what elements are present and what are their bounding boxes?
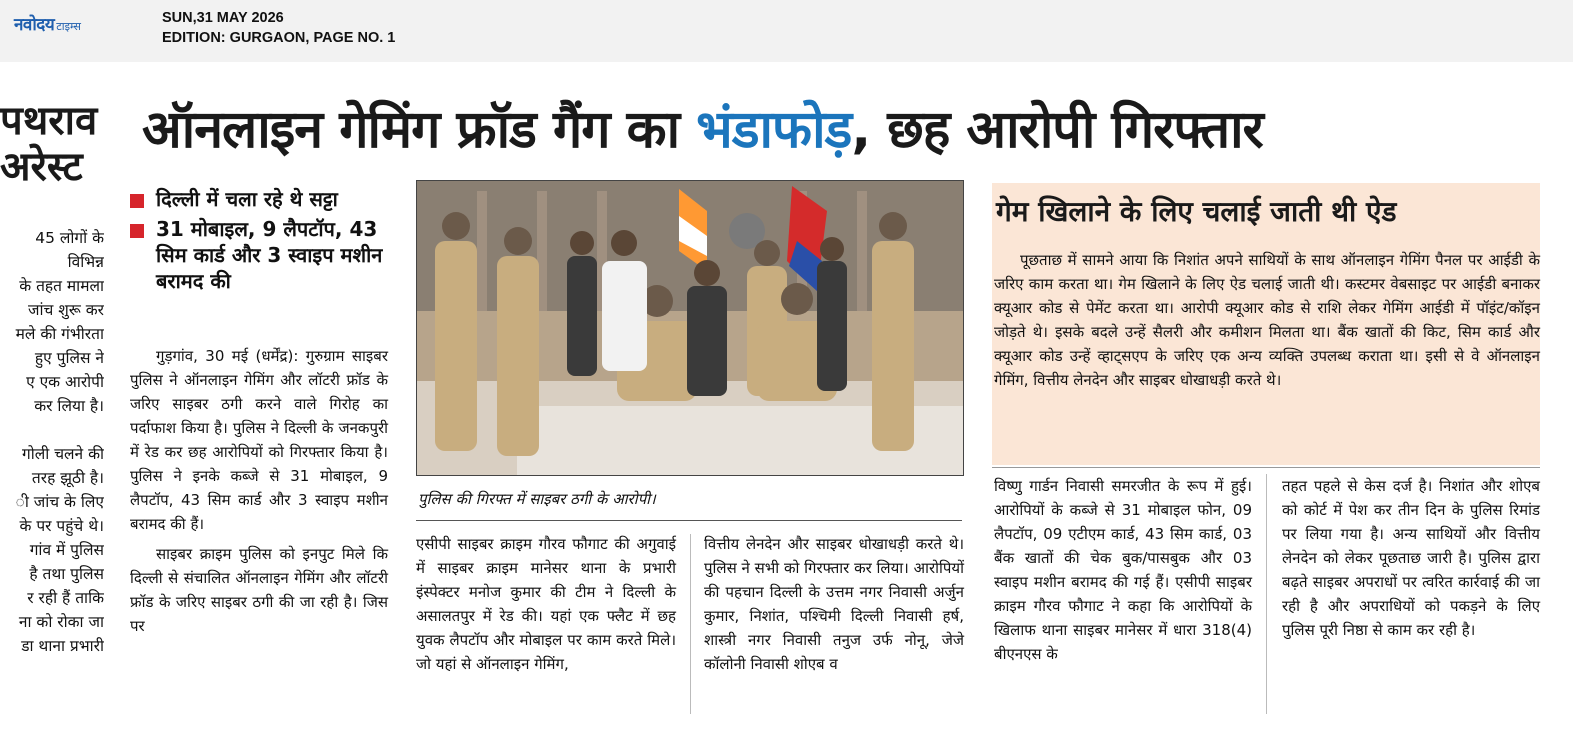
photo-caption: पुलिस की गिरफ्त में साइबर ठगी के आरोपी।	[418, 490, 656, 508]
article-paragraph: गुड़गांव, 30 मई (धर्मेंद्र): गुरुग्राम साइबर पुलिस ने ऑनलाइन गेमिंग और लॉटरी फ्रॉड के जरिए साइबर ठगी करने वाले गिरोह का पर्दाफाश किया है। पुलिस ने दिल्ली के जनकपुरी में रेड कर छह आरोपियों को गिरफ्तार किया है। पुलिस ने इनके कब्जे से 31 मोबाइल, 9 लैपटॉप, 43 सिम कार्ड और 3 स्वाइप मशीन बरामद की हैं।	[130, 347, 388, 533]
bullet-square-icon	[130, 194, 144, 208]
left-article-line: र रही हैं ताकि	[27, 589, 104, 607]
sidebar-paragraph: पूछताछ में सामने आया कि निशांत अपने साथियों के साथ ऑनलाइन गेमिंग पैनल पर आईडी के जरिए काम करता था। गेम खिलाने के लिए ऐड चलाई जाती थी। कस्टमर वेबसाइट पर आईडी बनाकर क्यूआर कोड से पेमेंट करता था। आरोपी क्यूआर कोड से राशि लेकर गेमिंग आईडी में पॉइंट/कॉइन जोड़ते थे। इसके बदले उन्हें सैलरी और कमीशन मिलता था। बैंक खातों की किट, सिम कार्ड और क्यूआर कोड उन्हें व्हाट्सएप के जरिए एक अन्य व्यक्ति उपलब्ध कराता था। इसी से वे ऑनलाइन गेमिंग, वित्तीय लेनदेन और साइबर धोखाधड़ी करते थे।	[994, 251, 1540, 389]
left-article-line: के पर पहुंचे थे।	[19, 517, 104, 535]
article-paragraph: साइबर क्राइम पुलिस को इनपुट मिले कि दिल्ली से संचालित ऑनलाइन गेमिंग और लॉटरी फ्रॉड के जरिए साइबर ठगी की जा रही है। जिस पर	[130, 545, 388, 635]
left-headline-line: पथराव	[0, 98, 98, 144]
headline-part2: , छह आरोपी गिरफ्तार	[851, 100, 1263, 160]
article-paragraph: वित्तीय लेनदेन और साइबर धोखाधड़ी करते थे। पुलिस ने सभी को गिरफ्तार कर लिया। आरोपियों की पहचान दिल्ली के उत्तम नगर निवासी अर्जुन कुमार, निशांत, पश्चिमी दिल्ली निवासी हर्ष, शास्त्री नगर निवासी तनुज उर्फ नोनू, जेजे कॉलोनी निवासी शोएब व	[704, 535, 964, 673]
left-article-headline	[0, 98, 97, 190]
left-article-line: कर लिया है।	[34, 397, 104, 415]
column-divider	[690, 534, 691, 714]
left-article-line	[0, 418, 104, 442]
main-headline	[142, 100, 1263, 160]
article-paragraph: तहत पहले से केस दर्ज है। निशांत और शोएब को कोर्ट में पेश कर तीन दिन के पुलिस रिमांड पर लिया गया है। अन्य साथियों और वित्तीय लेनदेन को लेकर पूछताछ जारी है। पुलिस द्वारा बढ़ते साइबर अपराधों पर त्वरित कार्रवाई की जा रही है और अपराधियों को पकड़ने के लिए पुलिस पूरी निष्ठा से काम कर रही है।	[1282, 477, 1540, 639]
left-article-line: हुए पुलिस ने	[34, 349, 104, 367]
left-article-line: जांच शुरू कर	[27, 301, 104, 319]
left-article-line: ना को रोका जा	[18, 613, 104, 631]
bullet-square-icon	[130, 224, 144, 238]
left-article-line: ए एक आरोपी	[26, 373, 104, 391]
left-article-line: गोली चलने की	[22, 445, 104, 463]
highlight-bullets	[130, 186, 392, 298]
left-article-line: ी जांच के लिए	[15, 493, 104, 511]
news-photo	[416, 180, 964, 476]
column-divider	[1266, 474, 1267, 714]
left-article-line: के तहत मामला	[19, 277, 104, 295]
bullet-text: दिल्ली में चला रहे थे सट्टा	[156, 187, 338, 211]
article-column-2	[416, 532, 676, 682]
article-column-5	[1282, 474, 1540, 648]
sidebar-body	[994, 248, 1540, 392]
edition-info: EDITION: GURGAON, PAGE NO. 1	[162, 30, 396, 46]
sidebar-title: गेम खिलाने के लिए चलाई जाती थी ऐड	[996, 195, 1397, 228]
left-article-line: है तथा पुलिस	[29, 565, 104, 583]
logo-main-text: नवोदय	[14, 15, 55, 35]
left-article-line: डा थाना प्रभारी	[21, 637, 104, 655]
edition-date: SUN,31 MAY 2026	[162, 10, 284, 26]
bullet-item	[130, 186, 392, 212]
article-column-1	[130, 344, 388, 644]
headline-highlight: भंडाफोड़	[696, 100, 852, 160]
article-column-3	[704, 532, 964, 682]
bullet-text: 31 मोबाइल, 9 लैपटॉप, 43 सिम कार्ड और 3 स्वाइप मशीन बरामद की	[156, 217, 383, 293]
article-paragraph: विष्णु गार्डन निवासी समरजीत के रूप में हुई। आरोपियों के कब्जे से 31 मोबाइल फोन, 09 लैपटॉप, 09 एटीएम कार्ड, 43 सिम कार्ड, 03 बैंक खातों की चेक बुक/पासबुक और 03 स्वाइप मशीन बरामद की गई हैं। एसीपी साइबर क्राइम गौरव फौगाट ने कहा कि आरोपियों के खिलाफ थाना साइबर मानेसर में धारा 318(4) बीएनएस के	[994, 477, 1252, 663]
sidebar-bottom-rule	[992, 467, 1540, 468]
logo-sub-text: टाइम्स	[56, 20, 81, 33]
left-article-line: गांव में पुलिस	[29, 541, 104, 559]
caption-divider	[416, 520, 962, 521]
left-article-line: विभिन्न	[67, 253, 104, 271]
left-article-line: 45 लोगों के	[35, 229, 104, 247]
page-header	[0, 0, 1573, 62]
left-article-line: मले की गंभीरता	[15, 325, 104, 343]
left-article-line: तरह झूठी है।	[31, 469, 104, 487]
left-headline-line: अरेस्ट	[0, 144, 83, 190]
police-group-photo	[417, 181, 963, 475]
article-column-4	[994, 474, 1252, 672]
left-article-body	[0, 226, 104, 658]
article-paragraph: एसीपी साइबर क्राइम गौरव फौगाट की अगुवाई में साइबर क्राइम मानेसर थाना के प्रभारी इंस्पेक्टर मनोज कुमार की टीम ने दिल्ली के असालतपुर में रेड की। यहां एक फ्लैट में छह युवक लैपटॉप और मोबाइल पर काम करते मिले। जो यहां से ऑनलाइन गेमिंग,	[416, 535, 676, 673]
headline-part1: ऑनलाइन गेमिंग फ्रॉड गैंग का	[142, 100, 697, 160]
bullet-item	[130, 216, 392, 294]
newspaper-logo	[14, 12, 81, 35]
